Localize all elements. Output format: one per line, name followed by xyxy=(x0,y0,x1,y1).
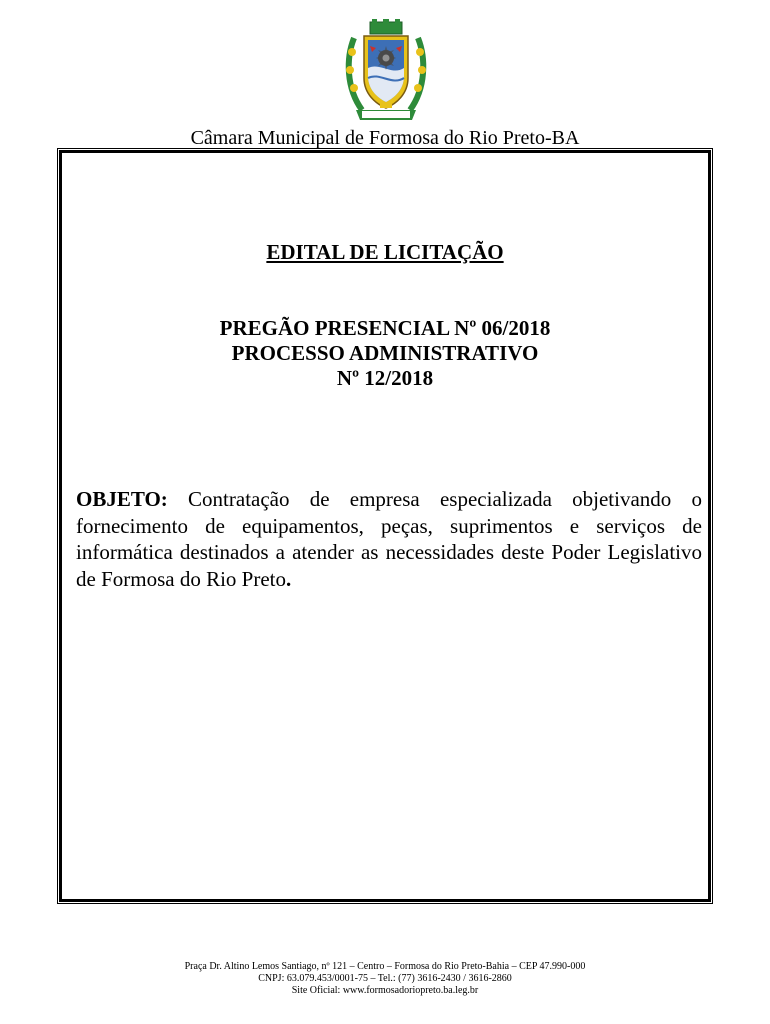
footer-site: Site Oficial: www.formosadoriopreto.ba.leg.br xyxy=(291,985,479,996)
objeto-text: Contratação de empresa especializada objetivando o fornecimento de equipamentos, peças, suprimentos e serviços de informática destinados a atender as necessidades deste Poder Legislativo de Formosa do Rio Preto xyxy=(76,487,702,591)
document-frame xyxy=(59,150,711,902)
objeto-label: OBJETO: xyxy=(76,487,168,511)
institution-name: Câmara Municipal de Formosa do Rio Preto-BA xyxy=(190,127,580,149)
process-line-pregao: PREGÃO PRESENCIAL Nº 06/2018 xyxy=(219,316,551,340)
document-title: EDITAL DE LICITAÇÃO xyxy=(266,240,504,264)
process-line-administrativo: PROCESSO ADMINISTRATIVO xyxy=(231,341,539,365)
process-line-number: Nº 12/2018 xyxy=(336,366,434,390)
footer-contact: CNPJ: 63.079.453/0001-75 – Tel.: (77) 3616-2430 / 3616-2860 xyxy=(258,973,512,984)
municipal-coat-of-arms-icon xyxy=(340,18,432,126)
objeto-period: . xyxy=(286,566,292,591)
footer xyxy=(0,961,770,997)
footer-address: Praça Dr. Altino Lemos Santiago, nº 121 – Centro – Formosa do Rio Preto-Bahia – CEP 47.990-000 xyxy=(184,961,586,972)
objeto-paragraph xyxy=(76,486,702,592)
process-block xyxy=(62,316,708,391)
